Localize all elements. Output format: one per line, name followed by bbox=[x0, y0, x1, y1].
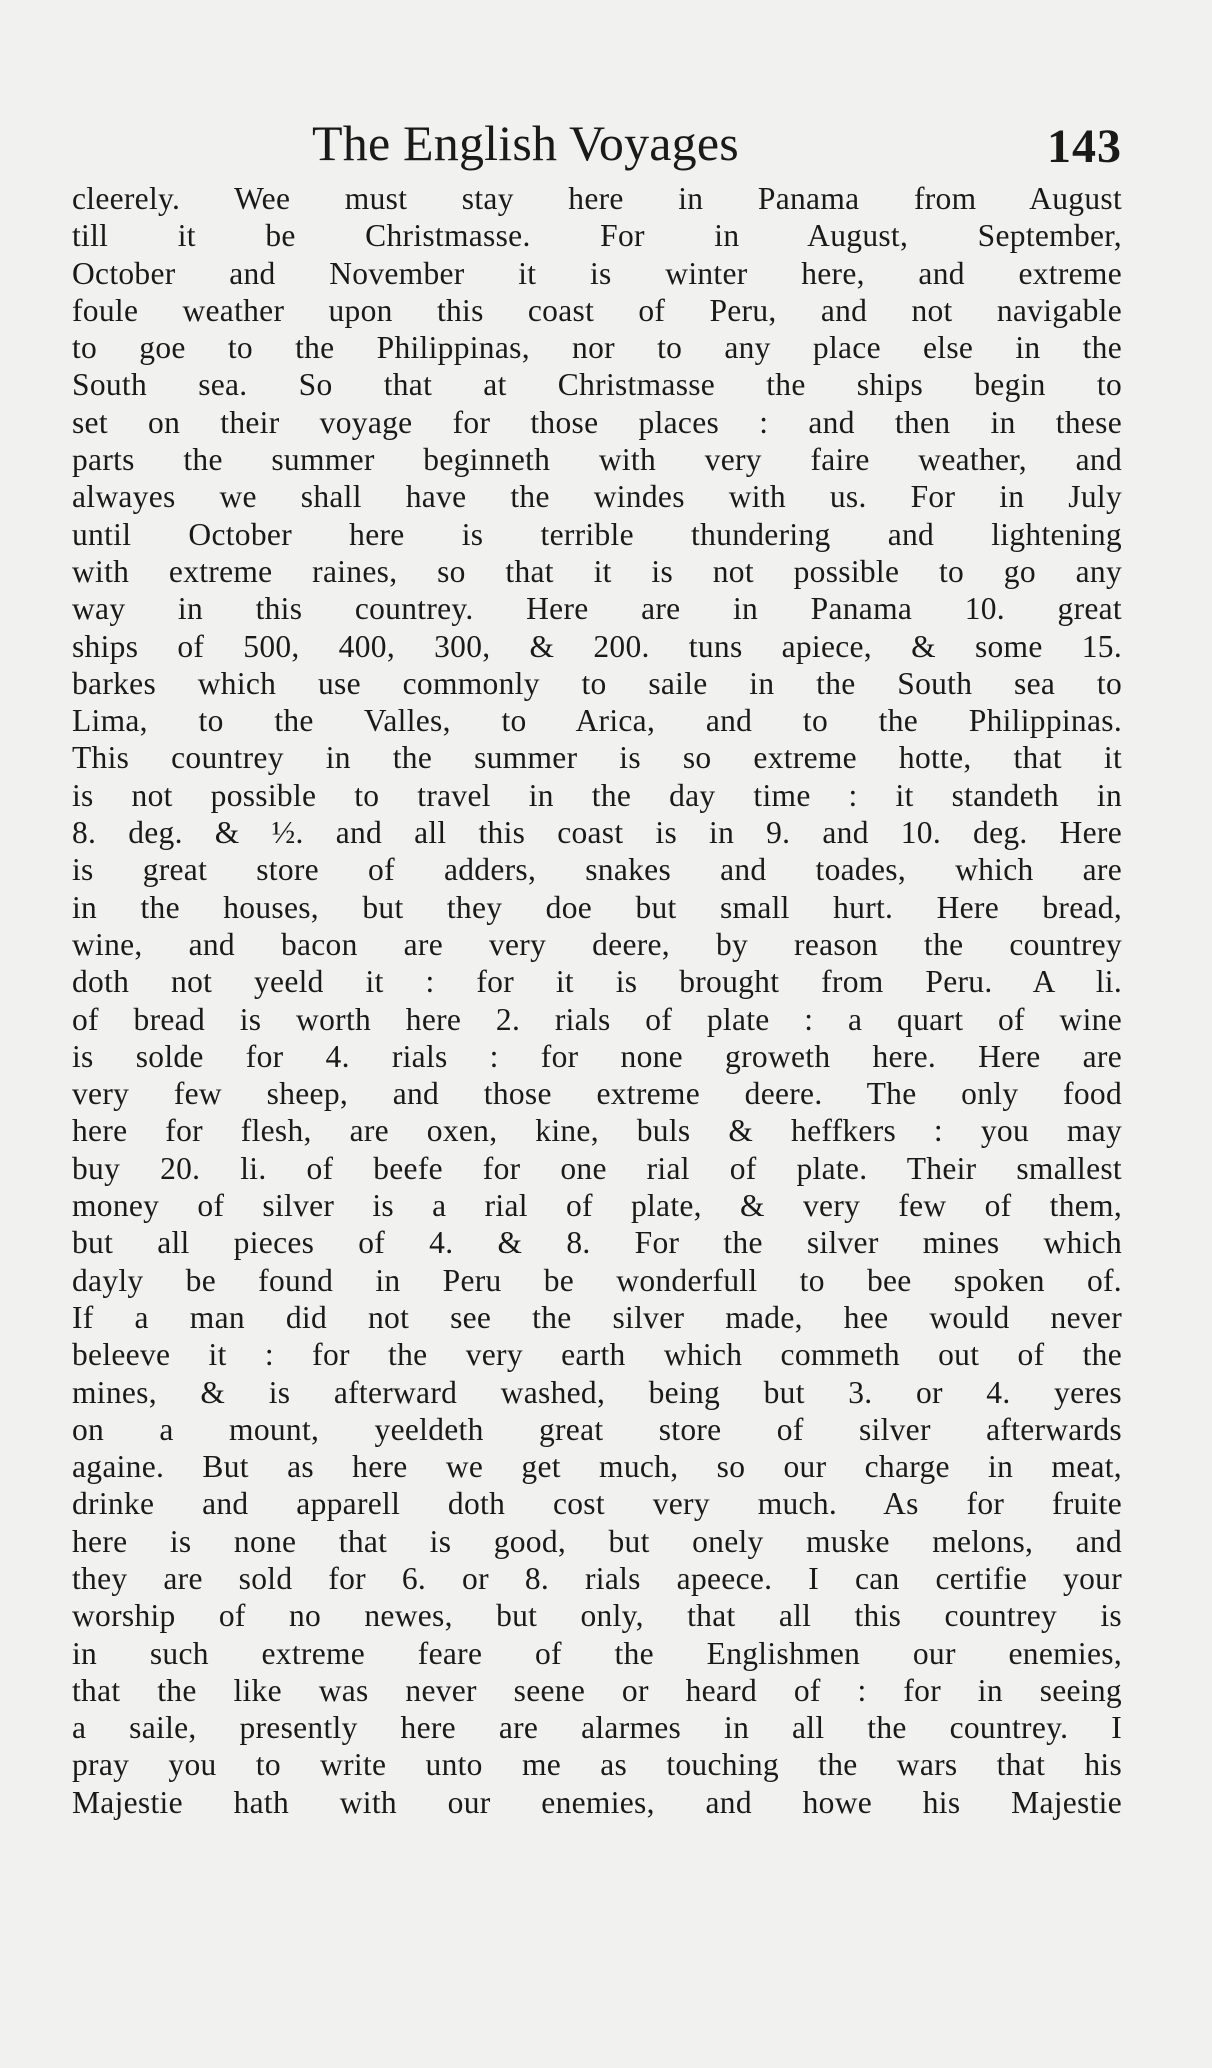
text-line: beleeve it : for the very earth which commeth out of the bbox=[72, 1337, 1122, 1373]
text-line: is great store of adders, snakes and toades, which are bbox=[72, 852, 1122, 888]
text-line: againe. But as here we get much, so our charge in meat, bbox=[72, 1449, 1122, 1485]
text-line: money of silver is a rial of plate, & very few of them, bbox=[72, 1188, 1122, 1224]
text-line: with extreme raines, so that it is not possible to go any bbox=[72, 553, 1122, 589]
body-text bbox=[72, 180, 1122, 1821]
text-line: way in this countrey. Here are in Panama 10. great bbox=[72, 591, 1122, 627]
text-line: here is none that is good, but onely muske melons, and bbox=[72, 1523, 1122, 1559]
text-line: is not possible to travel in the day time : it standeth in bbox=[72, 777, 1122, 813]
text-line: a saile, presently here are alarmes in all the countrey. I bbox=[72, 1710, 1122, 1746]
text-line: 8. deg. & ½. and all this coast is in 9. and 10. deg. Here bbox=[72, 815, 1122, 851]
text-line: till it be Christmasse. For in August, September, bbox=[72, 218, 1122, 254]
text-line: doth not yeeld it : for it is brought from Peru. A li. bbox=[72, 964, 1122, 1000]
text-line: dayly be found in Peru be wonderfull to bee spoken of. bbox=[72, 1262, 1122, 1298]
text-line: parts the summer beginneth with very faire weather, and bbox=[72, 442, 1122, 478]
text-line: worship of no newes, but only, that all this countrey is bbox=[72, 1598, 1122, 1634]
text-line: buy 20. li. of beefe for one rial of plate. Their smallest bbox=[72, 1150, 1122, 1186]
text-line: in such extreme feare of the Englishmen our enemies, bbox=[72, 1635, 1122, 1671]
text-line: mines, & is afterward washed, being but 3. or 4. yeres bbox=[72, 1374, 1122, 1410]
text-line: to goe to the Philippinas, nor to any place else in the bbox=[72, 330, 1122, 366]
text-line: that the like was never seene or heard of : for in seeing bbox=[72, 1672, 1122, 1708]
text-line: cleerely. Wee must stay here in Panama from August bbox=[72, 181, 1122, 216]
text-line: This countrey in the summer is so extreme hotte, that it bbox=[72, 740, 1122, 776]
text-line: foule weather upon this coast of Peru, and not navigable bbox=[72, 292, 1122, 328]
text-line: set on their voyage for those places : and then in these bbox=[72, 404, 1122, 440]
text-line: October and November it is winter here, and extreme bbox=[72, 255, 1122, 291]
text-line: very few sheep, and those extreme deere. The only food bbox=[72, 1076, 1122, 1112]
text-line: wine, and bacon are very deere, by reason the countrey bbox=[72, 926, 1122, 962]
text-line: on a mount, yeeldeth great store of silver afterwards bbox=[72, 1411, 1122, 1447]
running-head: The English Voyages bbox=[312, 115, 739, 171]
text-line: of bread is worth here 2. rials of plate : a quart of wine bbox=[72, 1001, 1122, 1037]
text-line: South sea. So that at Christmasse the ships begin to bbox=[72, 367, 1122, 403]
text-line: If a man did not see the silver made, hee would never bbox=[72, 1299, 1122, 1335]
text-line: Lima, to the Valles, to Arica, and to the Philippinas. bbox=[72, 703, 1122, 739]
text-line: pray you to write unto me as touching the wars that his bbox=[72, 1747, 1122, 1783]
text-line: ships of 500, 400, 300, & 200. tuns apiece, & some 15. bbox=[72, 628, 1122, 664]
text-line: is solde for 4. rials : for none groweth here. Here are bbox=[72, 1038, 1122, 1074]
text-line: drinke and apparell doth cost very much. As for fruite bbox=[72, 1486, 1122, 1522]
text-line: but all pieces of 4. & 8. For the silver mines which bbox=[72, 1225, 1122, 1261]
text-line: in the houses, but they doe but small hurt. Here bread, bbox=[72, 889, 1122, 925]
text-line: Majestie hath with our enemies, and howe his Majestie bbox=[72, 1784, 1122, 1820]
page-number: 143 bbox=[1047, 120, 1122, 173]
text-line: barkes which use commonly to saile in the South sea to bbox=[72, 665, 1122, 701]
text-line: here for flesh, are oxen, kine, buls & heffkers : you may bbox=[72, 1113, 1122, 1149]
page-header bbox=[72, 108, 1122, 178]
text-line: alwayes we shall have the windes with us. For in July bbox=[72, 479, 1122, 515]
text-line: until October here is terrible thundering and lightening bbox=[72, 516, 1122, 552]
text-line: they are sold for 6. or 8. rials apeece. I can certifie your bbox=[72, 1560, 1122, 1596]
